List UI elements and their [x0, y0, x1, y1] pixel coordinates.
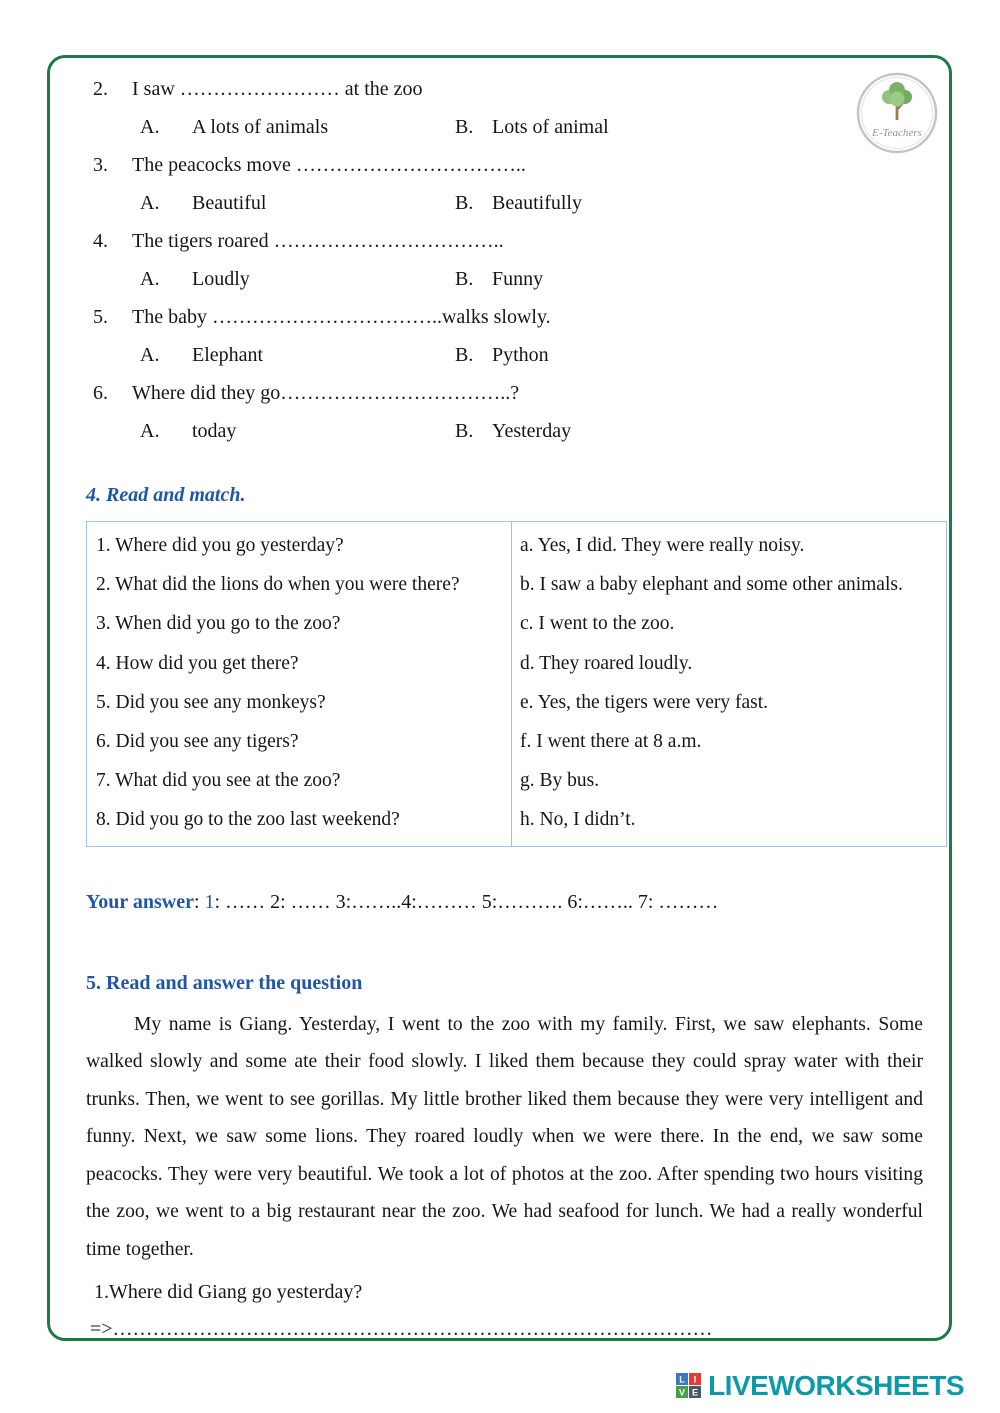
question-number: 2.	[93, 77, 108, 100]
match-right-item: e. Yes, the tigers were very fast.	[520, 691, 769, 713]
e-teachers-badge-icon	[856, 72, 938, 154]
option-b-label: B.	[455, 267, 474, 290]
options-row	[86, 260, 949, 298]
match-left-item: 6. Did you see any tigers?	[96, 730, 299, 752]
option-a-label: A.	[140, 343, 160, 366]
question-row	[86, 146, 949, 184]
option-a-text: Elephant	[192, 343, 264, 366]
option-b-text: Lots of animal	[492, 115, 609, 138]
options-row	[86, 108, 949, 146]
grid-letter-e: E	[692, 1387, 699, 1398]
answer-first-number: 1	[204, 890, 215, 913]
option-a-text: Loudly	[192, 267, 250, 290]
option-b-label: B.	[455, 419, 474, 442]
option-a-label: A.	[140, 115, 160, 138]
match-right-item: g. By bus.	[520, 770, 600, 792]
option-b-label: B.	[455, 191, 474, 214]
option-b-text: Beautifully	[492, 191, 582, 214]
match-left-item: 8. Did you go to the zoo last weekend?	[96, 809, 400, 831]
option-a-text: A lots of animals	[192, 115, 329, 138]
option-b-label: B.	[455, 343, 474, 366]
match-left-item: 5. Did you see any monkeys?	[96, 691, 326, 713]
options-row	[86, 184, 949, 222]
match-right-item: a. Yes, I did. They were really noisy.	[520, 535, 805, 556]
match-left-item: 2. What did the lions do when you were there?	[96, 574, 460, 596]
liveworksheets-grid-icon	[676, 1373, 702, 1399]
match-left-item: 1. Where did you go yesterday?	[96, 535, 344, 556]
match-right-item: d. They roared loudly.	[520, 652, 693, 674]
reading-section-title: 5. Read and answer the question	[86, 971, 363, 994]
options-row	[86, 412, 949, 450]
question-row	[86, 222, 949, 260]
option-b-label: B.	[455, 115, 474, 138]
question-row	[86, 374, 949, 412]
match-table	[86, 521, 947, 847]
badge-brand-text: E-Teachers	[872, 127, 922, 139]
options-row	[86, 336, 949, 374]
match-right-item: f. I went there at 8 a.m.	[520, 730, 702, 752]
grid-letter-i: I	[693, 1374, 697, 1385]
question-number: 4.	[93, 229, 108, 252]
e-teachers-logo	[856, 72, 938, 154]
your-answer-label: Your answer	[86, 890, 194, 913]
multiple-choice-section	[86, 70, 949, 450]
liveworksheets-brand-link[interactable]: LIVEWORKSHEETS	[708, 1370, 964, 1401]
question-number: 6.	[93, 381, 108, 404]
match-left-item: 7. What did you see at the zoo?	[96, 770, 341, 792]
reading-answer-blank[interactable]: =>………………………………………………………………………………	[90, 1317, 713, 1340]
question-number: 3.	[93, 153, 108, 176]
table-column-divider	[511, 522, 512, 846]
grid-letter-l: L	[679, 1374, 685, 1385]
option-a-label: A.	[140, 267, 160, 290]
worksheet-border	[47, 55, 952, 1341]
question-text: The peacocks move ……………………………..	[132, 153, 526, 176]
question-row	[86, 298, 949, 336]
question-text: The tigers roared ……………………………..	[132, 229, 504, 252]
your-answer-line[interactable]	[86, 891, 949, 914]
match-right-item: c. I went to the zoo.	[520, 613, 675, 635]
option-b-text: Python	[492, 343, 549, 366]
reading-paragraph: My name is Giang. Yesterday, I went to the zoo with my family. First, we saw elephants. Some walked slowly and some ate their food slowly. I liked them because they could spray water with their trunks. Then, we went to see gorillas. My little brother liked them because they were very intelligent and funny. Next, we saw some lions. They roared loudly when we were there. In the end, we saw some peacocks. They were very beautiful. We took a lot of photos at the zoo. After spending two hours visiting the zoo, we went to a big restaurant near the zoo. We had seafood for lunch. We had a really wonderful time together.	[86, 1013, 923, 1261]
grid-letter-v: V	[679, 1387, 686, 1398]
match-right-item: h. No, I didn’t.	[520, 809, 636, 831]
footer	[0, 1370, 1000, 1402]
option-a-text: today	[192, 419, 237, 442]
match-section-title: 4. Read and match.	[86, 484, 246, 506]
question-text: I saw …………………… at the zoo	[132, 77, 423, 100]
match-left-item: 3. When did you go to the zoo?	[96, 613, 341, 635]
option-a-text: Beautiful	[192, 191, 267, 214]
question-text: The baby ……………………………..walks slowly.	[132, 305, 551, 328]
match-right-item: b. I saw a baby elephant and some other animals.	[520, 574, 903, 596]
question-text: Where did they go……………………………..?	[132, 381, 520, 404]
option-b-text: Yesterday	[492, 419, 572, 442]
question-number: 5.	[93, 305, 108, 328]
question-row	[86, 70, 949, 108]
reading-question: 1.Where did Giang go yesterday?	[94, 1280, 363, 1303]
match-left-item: 4. How did you get there?	[96, 652, 299, 674]
option-a-label: A.	[140, 419, 160, 442]
answer-blanks: : …… 2: …… 3:……..4:……… 5:………. 6:…….. 7: ………	[214, 890, 719, 913]
answer-colon: :	[193, 890, 205, 913]
option-a-label: A.	[140, 191, 160, 214]
option-b-text: Funny	[492, 267, 544, 290]
